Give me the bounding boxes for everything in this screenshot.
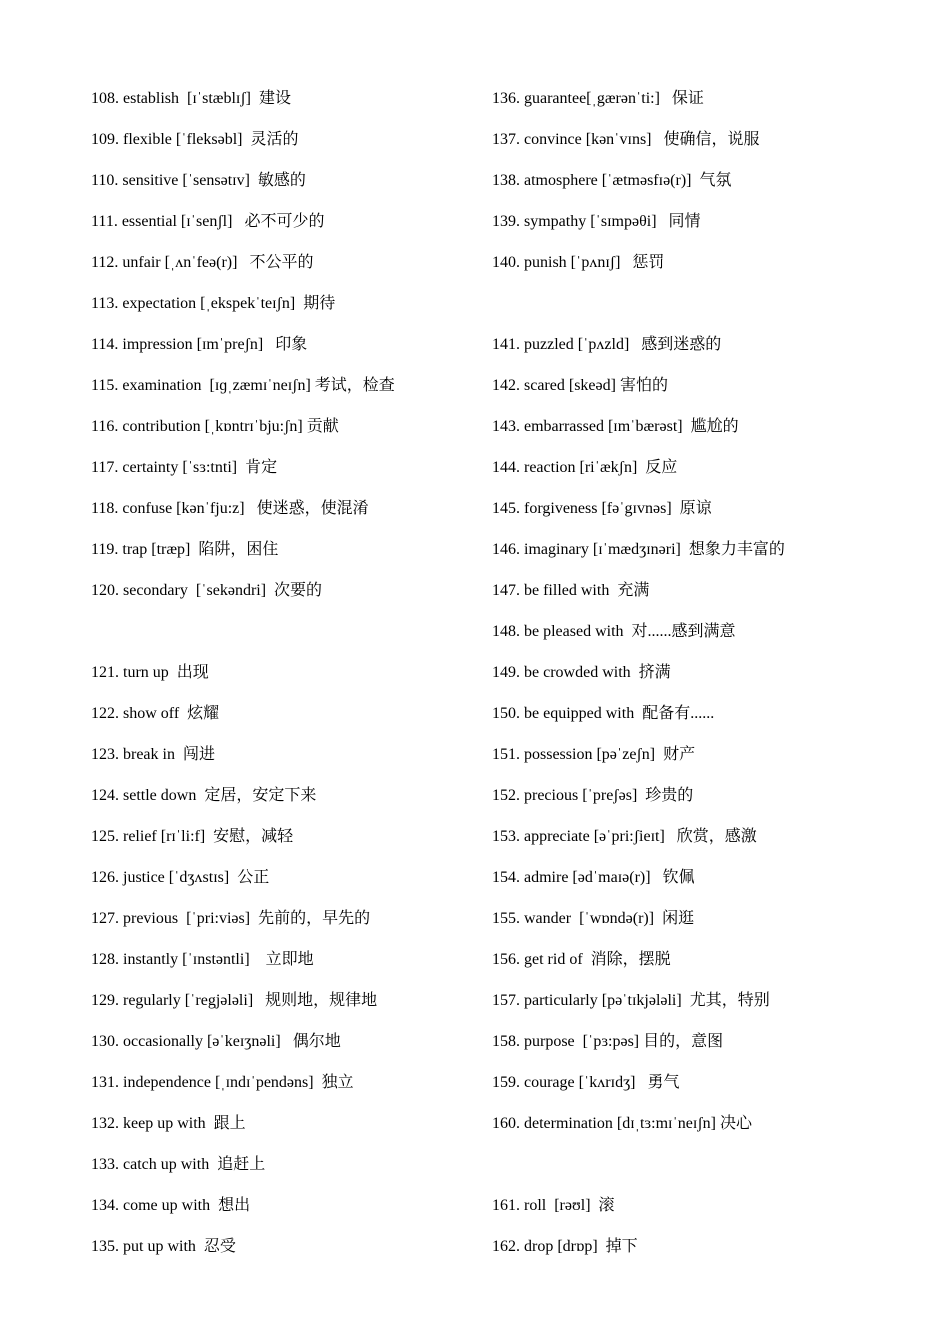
vocab-entry-113: 113. expectation [ˌekspekˈteɪʃn] 期待 <box>91 295 336 312</box>
vocab-entry-117: 117. certainty [ˈsɜ:tnti] 肯定 <box>91 459 278 476</box>
vocab-entry-145: 145. forgiveness [fəˈgɪvnəs] 原谅 <box>492 500 712 517</box>
vocab-entry-108: 108. establish [ɪˈstæblɪʃ] 建设 <box>91 90 291 107</box>
vocab-entry-137: 137. convince [kənˈvɪns] 使确信，说服 <box>492 131 760 148</box>
vocab-entry-161: 161. roll [rəʊl] 滚 <box>492 1197 615 1214</box>
vocab-entry-111: 111. essential [ɪˈsenʃl] 必不可少的 <box>91 213 325 230</box>
vocab-entry-160: 160. determination [dɪˌtɜ:mɪˈneɪʃn] 决心 <box>492 1115 752 1132</box>
vocab-entry-140: 140. punish [ˈpʌnɪʃ] 惩罚 <box>492 254 665 271</box>
vocab-entry-128: 128. instantly [ˈɪnstəntli] 立即地 <box>91 951 314 968</box>
blank-line <box>91 619 481 660</box>
vocab-entry-144: 144. reaction [riˈækʃn] 反应 <box>492 459 678 476</box>
vocab-entry-112: 112. unfair [ˌʌnˈfeə(r)] 不公平的 <box>91 254 314 271</box>
blank-line <box>492 1152 932 1193</box>
vocab-entry-125: 125. relief [rɪˈli:f] 安慰，减轻 <box>91 828 294 845</box>
vocab-entry-132: 132. keep up with 跟上 <box>91 1115 246 1132</box>
vocab-entry-110: 110. sensitive [ˈsensətɪv] 敏感的 <box>91 172 306 189</box>
vocab-entry-139: 139. sympathy [ˈsɪmpəθi] 同情 <box>492 213 701 230</box>
vocab-entry-124: 124. settle down 定居，安定下来 <box>91 787 317 804</box>
vocab-entry-115: 115. examination [ɪɡˌzæmɪˈneɪʃn] 考试，检查 <box>91 377 395 394</box>
vocab-entry-109: 109. flexible [ˈfleksəbl] 灵活的 <box>91 131 299 148</box>
vocab-entry-149: 149. be crowded with 挤满 <box>492 664 671 681</box>
vocab-entry-136: 136. guarantee[ˌgærənˈti:] 保证 <box>492 90 704 107</box>
vocab-entry-158: 158. purpose [ˈpɜ:pəs] 目的，意图 <box>492 1033 724 1050</box>
vocab-entry-148: 148. be pleased with 对......感到满意 <box>492 623 736 640</box>
vocab-entry-147: 147. be filled with 充满 <box>492 582 650 599</box>
vocab-entry-130: 130. occasionally [əˈkeɪʒnəli] 偶尔地 <box>91 1033 341 1050</box>
vocab-entry-114: 114. impression [ɪmˈpreʃn] 印象 <box>91 336 308 353</box>
vocab-entry-131: 131. independence [ˌɪndɪˈpendəns] 独立 <box>91 1074 354 1091</box>
vocab-entry-118: 118. confuse [kənˈfju:z] 使迷惑，使混淆 <box>91 500 369 517</box>
vocab-entry-150: 150. be equipped with 配备有...... <box>492 705 715 722</box>
vocabulary-list-left <box>91 86 481 1275</box>
vocab-entry-122: 122. show off 炫耀 <box>91 705 220 722</box>
vocab-entry-138: 138. atmosphere [ˈætməsfɪə(r)] 气氛 <box>492 172 732 189</box>
blank-line <box>492 291 932 332</box>
vocab-entry-120: 120. secondary [ˈsekəndri] 次要的 <box>91 582 323 599</box>
vocab-entry-119: 119. trap [træp] 陷阱，困住 <box>91 541 279 558</box>
vocab-entry-162: 162. drop [drɒp] 掉下 <box>492 1238 638 1255</box>
vocab-entry-159: 159. courage [ˈkʌrɪdʒ] 勇气 <box>492 1074 680 1091</box>
vocab-entry-126: 126. justice [ˈdʒʌstɪs] 公正 <box>91 869 270 886</box>
vocab-entry-134: 134. come up with 想出 <box>91 1197 251 1214</box>
vocab-entry-143: 143. embarrassed [ɪmˈbærəst] 尴尬的 <box>492 418 739 435</box>
vocab-entry-133: 133. catch up with 追赶上 <box>91 1156 266 1173</box>
vocab-entry-157: 157. particularly [pəˈtɪkjələli] 尤其，特别 <box>492 992 770 1009</box>
vocab-entry-155: 155. wander [ˈwɒndə(r)] 闲逛 <box>492 910 695 927</box>
vocab-entry-141: 141. puzzled [ˈpʌzld] 感到迷惑的 <box>492 336 722 353</box>
vocab-entry-153: 153. appreciate [əˈpri:ʃieɪt] 欣赏，感激 <box>492 828 757 845</box>
vocab-entry-151: 151. possession [pəˈzeʃn] 财产 <box>492 746 696 763</box>
vocab-entry-121: 121. turn up 出现 <box>91 664 209 681</box>
vocab-entry-135: 135. put up with 忍受 <box>91 1238 236 1255</box>
vocab-entry-154: 154. admire [ədˈmaɪə(r)] 钦佩 <box>492 869 695 886</box>
vocab-entry-152: 152. precious [ˈpreʃəs] 珍贵的 <box>492 787 694 804</box>
vocabulary-list-right <box>492 86 932 1275</box>
vocab-entry-156: 156. get rid of 消除，摆脱 <box>492 951 671 968</box>
vocab-entry-129: 129. regularly [ˈregjələli] 规则地，规律地 <box>91 992 378 1009</box>
vocab-entry-142: 142. scared [skeəd] 害怕的 <box>492 377 668 394</box>
vocab-entry-146: 146. imaginary [ɪˈmædʒɪnəri] 想象力丰富的 <box>492 541 785 558</box>
vocab-entry-123: 123. break in 闯进 <box>91 746 215 763</box>
vocab-entry-116: 116. contribution [ˌkɒntrɪˈbju:ʃn] 贡献 <box>91 418 339 435</box>
vocab-entry-127: 127. previous [ˈpri:viəs] 先前的，早先的 <box>91 910 371 927</box>
